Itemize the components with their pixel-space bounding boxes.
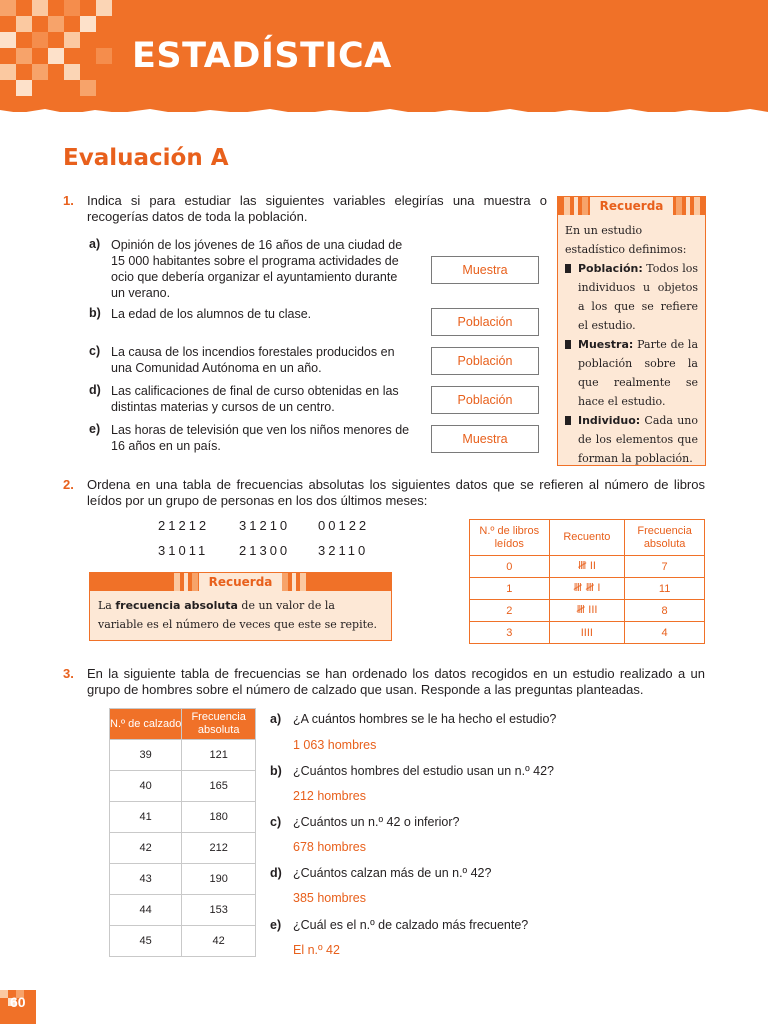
q3-question-d: ¿Cuántos calzan más de un n.º 42? (293, 866, 492, 880)
cell-frequency: 190 (182, 864, 256, 895)
cell-frequency: 153 (182, 895, 256, 926)
term-poblacion: Población: (578, 262, 643, 275)
recuerda-box-frequency (89, 572, 392, 641)
item-text-e: Las horas de televisión que ven los niños menores de 16 años en un país. (111, 423, 410, 453)
cell-tally: 𝍸 III (549, 600, 625, 622)
question-2-text: Ordena en una tabla de frecuencias absolutas los siguientes datos que se refieren al número de libros leídos por un grupo de personas en los dos últimos meses: (87, 477, 705, 508)
cell-size: 42 (110, 833, 182, 864)
q3-answer-e: El n.º 42 (293, 943, 340, 957)
cell-frequency: 165 (182, 771, 256, 802)
q3-question-c: ¿Cuántos un n.º 42 o inferior? (293, 815, 460, 829)
def-muestra: Parte de la población sobre la que realmente se hace el estudio. (578, 338, 698, 408)
col-header-frequency: Frecuencia absoluta (182, 709, 256, 740)
cell-size: 41 (110, 802, 182, 833)
col-header-books: N.º de libros leídos (470, 520, 550, 556)
item-text-c: La causa de los incendios forestales producidos en una Comunidad Autónoma en un año. (111, 345, 395, 375)
decorative-tiles (0, 0, 140, 112)
q3-question-e: ¿Cuál es el n.º de calzado más frecuente? (293, 918, 529, 932)
answer-box-d[interactable]: Población (431, 386, 539, 414)
q3-answer-d: 385 hombres (293, 891, 366, 905)
data-row-1-col-3: 00122 (318, 518, 370, 533)
cell-tally: 𝍸 II (549, 556, 625, 578)
page-number: 60 (10, 994, 26, 1010)
cell-value: 3 (470, 622, 550, 644)
q3-letter-b: b) (270, 764, 282, 778)
recuerda-header (558, 197, 705, 215)
recuerda-intro: En un estudio estadístico definimos: (565, 224, 687, 256)
question-1-text: Indica si para estudiar las siguientes variables elegirías una muestra o recogerías datos de toda la población. (87, 193, 547, 224)
cell-frequency: 8 (625, 600, 705, 622)
answer-box-a[interactable]: Muestra (431, 256, 539, 284)
cell-frequency: 212 (182, 833, 256, 864)
torn-edge (0, 104, 768, 112)
cell-frequency: 11 (625, 578, 705, 600)
q3-answer-a: 1 063 hombres (293, 738, 377, 752)
table-row (470, 556, 705, 578)
table-row (110, 864, 256, 895)
cell-value: 1 (470, 578, 550, 600)
q3-letter-a: a) (270, 712, 282, 726)
recuerda-header (90, 573, 391, 591)
question-number-1: 1. (63, 193, 74, 208)
item-letter-b: b) (89, 306, 101, 320)
recuerda2-pre: La (98, 599, 116, 612)
cell-size: 39 (110, 740, 182, 771)
data-row-2-col-2: 21300 (239, 543, 291, 558)
cell-tally: 𝍸 𝍸 I (549, 578, 625, 600)
def-poblacion: Todos los individuos u objetos a los que se refiere el estudio. (578, 262, 698, 332)
q3-answer-c: 678 hombres (293, 840, 366, 854)
table-row (470, 578, 705, 600)
term-muestra: Muestra: (578, 338, 634, 351)
cell-size: 44 (110, 895, 182, 926)
recuerda-bullet-poblacion (558, 259, 698, 335)
col-header-tally: Recuento (549, 520, 625, 556)
books-frequency-table (469, 519, 705, 644)
item-text-d: Las calificaciones de final de curso obtenidas en las distintas materias y cursos de un centro. (111, 384, 399, 414)
recuerda-label: Recuerda (590, 197, 674, 215)
page-number-badge (0, 990, 36, 1024)
table-row (110, 802, 256, 833)
recuerda-box-definitions (557, 196, 706, 466)
data-row-1-col-2: 31210 (239, 518, 291, 533)
table-row (110, 895, 256, 926)
data-row-1-col-1: 21212 (158, 518, 210, 533)
q3-question-b: ¿Cuántos hombres del estudio usan un n.º 42? (293, 764, 554, 778)
cell-tally: IIII (549, 622, 625, 644)
q3-answer-b: 212 hombres (293, 789, 366, 803)
table-row (470, 600, 705, 622)
term-frecuencia-absoluta: frecuencia absoluta (115, 599, 238, 612)
cell-size: 40 (110, 771, 182, 802)
table-row (110, 740, 256, 771)
answer-box-b[interactable]: Población (431, 308, 539, 336)
recuerda-bullet-muestra (558, 335, 698, 411)
answer-box-e[interactable]: Muestra (431, 425, 539, 453)
data-row-2-col-3: 32110 (318, 543, 369, 558)
chapter-header (0, 0, 768, 112)
cell-frequency: 180 (182, 802, 256, 833)
section-title: Evaluación A (63, 145, 229, 171)
col-header-shoe-size: N.º de calzado (110, 709, 182, 740)
cell-value: 0 (470, 556, 550, 578)
recuerda-label: Recuerda (199, 573, 283, 591)
shoe-size-table (109, 708, 256, 957)
term-individuo: Individuo: (578, 414, 641, 427)
q3-letter-e: e) (270, 918, 282, 932)
table-row (110, 771, 256, 802)
cell-frequency: 121 (182, 740, 256, 771)
q3-letter-c: c) (270, 815, 282, 829)
table-row (110, 926, 256, 957)
item-text-a: Opinión de los jóvenes de 16 años de una ciudad de 15 000 habitantes sobre el programa actividades de ocio que debería organizar el ayuntamiento durante un verano. (111, 238, 403, 300)
item-letter-c: c) (89, 344, 101, 358)
q3-question-a: ¿A cuántos hombres se le ha hecho el estudio? (293, 712, 557, 726)
table-row (470, 622, 705, 644)
col-header-frequency: Frecuencia absoluta (625, 520, 705, 556)
recuerda-bullet-individuo (558, 411, 698, 468)
cell-frequency: 7 (625, 556, 705, 578)
cell-size: 43 (110, 864, 182, 895)
table-row (110, 833, 256, 864)
cell-size: 45 (110, 926, 182, 957)
question-3-text: En la siguiente tabla de frecuencias se han ordenado los datos recogidos en un estudio realizado a un grupo de hombres sobre el número de calzado que usan. Responde a las preguntas planteadas. (87, 666, 705, 697)
chapter-title: ESTADÍSTICA (132, 36, 392, 76)
question-number-3: 3. (63, 666, 74, 681)
data-row-2-col-1: 31011 (158, 543, 209, 558)
cell-value: 2 (470, 600, 550, 622)
item-text-b: La edad de los alumnos de tu clase. (111, 307, 312, 321)
item-letter-a: a) (89, 237, 101, 251)
def-individuo: Cada uno de los elementos que forman la población. (578, 414, 698, 465)
q3-letter-d: d) (270, 866, 282, 880)
cell-frequency: 42 (182, 926, 256, 957)
question-number-2: 2. (63, 477, 74, 492)
item-letter-d: d) (89, 383, 101, 397)
recuerda2-post: de un valor de la variable es el número de veces que este se repite. (98, 599, 378, 631)
cell-frequency: 4 (625, 622, 705, 644)
item-letter-e: e) (89, 422, 101, 436)
answer-box-c[interactable]: Población (431, 347, 539, 375)
